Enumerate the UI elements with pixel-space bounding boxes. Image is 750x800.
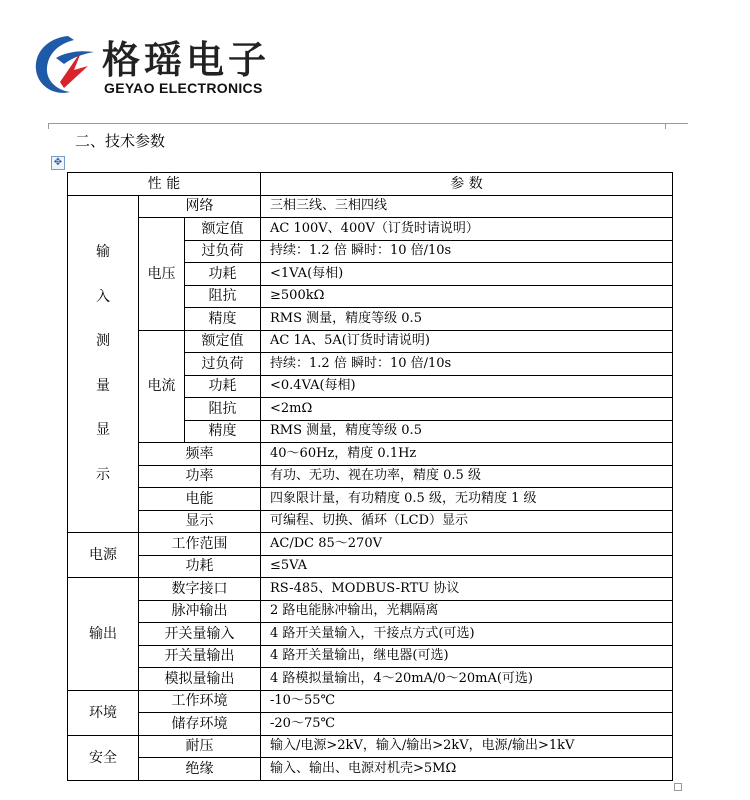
- header-performance: 性 能: [68, 173, 261, 196]
- margin-mark-right: [665, 123, 666, 129]
- table-row: [68, 465, 673, 488]
- row-value: <2mΩ: [261, 398, 673, 421]
- row-label: 功耗: [185, 263, 261, 286]
- table-row: [68, 600, 673, 623]
- row-value: AC 100V、400V（订货时请说明）: [261, 218, 673, 241]
- company-logo: [30, 30, 271, 100]
- row-label: 功耗: [185, 375, 261, 398]
- header-parameter: 参 数: [261, 173, 673, 196]
- table-row: [68, 690, 673, 713]
- row-label: 储存环境: [139, 713, 261, 736]
- row-label: 过负荷: [185, 353, 261, 376]
- table-row: [68, 713, 673, 736]
- margin-mark-left: [48, 123, 49, 129]
- group-environment: 环境: [68, 690, 139, 735]
- table-row: [68, 510, 673, 533]
- row-value: 4 路开关量输入，干接点方式(可选): [261, 623, 673, 646]
- row-value: ≥500kΩ: [261, 285, 673, 308]
- row-value: 持续：1.2 倍 瞬时：10 倍/10s: [261, 353, 673, 376]
- spec-table: [67, 172, 673, 781]
- row-label: 工作范围: [139, 533, 261, 556]
- table-row: [68, 330, 673, 353]
- row-value: 持续：1.2 倍 瞬时：10 倍/10s: [261, 240, 673, 263]
- row-value: RMS 测量，精度等级 0.5: [261, 308, 673, 331]
- group-safety: 安全: [68, 735, 139, 780]
- table-move-handle-icon[interactable]: ✥: [51, 156, 65, 170]
- row-value: 4 路模拟量输出，4～20mA/0～20mA(可选): [261, 668, 673, 691]
- row-label: 精度: [185, 308, 261, 331]
- row-value: 40～60Hz，精度 0.1Hz: [261, 443, 673, 466]
- table-row: [68, 623, 673, 646]
- table-row: [68, 195, 673, 218]
- group-output: 输出: [68, 578, 139, 691]
- company-name-en: GEYAO ELECTRONICS: [104, 80, 263, 96]
- row-value: 4 路开关量输出，继电器(可选): [261, 645, 673, 668]
- section-title: 二、技术参数: [75, 132, 166, 150]
- table-row: [68, 668, 673, 691]
- row-value: 有功、无功、视在功率，精度 0.5 级: [261, 465, 673, 488]
- row-label: 数字接口: [139, 578, 261, 601]
- row-value: <0.4VA(每相): [261, 375, 673, 398]
- subgroup-current: 电流: [139, 330, 185, 443]
- row-label: 过负荷: [185, 240, 261, 263]
- row-label: 模拟量输出: [139, 668, 261, 691]
- header-divider: [48, 123, 688, 124]
- row-value: 输入、输出、电源对机壳>5MΩ: [261, 758, 673, 781]
- row-label: 阻抗: [185, 398, 261, 421]
- table-row: [68, 488, 673, 511]
- table-resize-handle[interactable]: [674, 783, 682, 791]
- table-row: [68, 443, 673, 466]
- row-label: 耐压: [139, 735, 261, 758]
- row-value: -10～55℃: [261, 690, 673, 713]
- row-label: 显示: [139, 510, 261, 533]
- row-label: 开关量输出: [139, 645, 261, 668]
- row-label: 电能: [139, 488, 261, 511]
- row-label: 脉冲输出: [139, 600, 261, 623]
- group-power-supply: 电源: [68, 533, 139, 578]
- table-row: [68, 578, 673, 601]
- row-value: 输入/电源>2kV，输入/输出>2kV，电源/输出>1kV: [261, 735, 673, 758]
- row-label: 功耗: [139, 555, 261, 578]
- table-row: [68, 645, 673, 668]
- row-label: 阻抗: [185, 285, 261, 308]
- table-header-row: [68, 173, 673, 196]
- row-label: 开关量输入: [139, 623, 261, 646]
- row-value: <1VA(每相): [261, 263, 673, 286]
- row-label: 额定值: [185, 330, 261, 353]
- row-value: -20～75℃: [261, 713, 673, 736]
- row-label: 额定值: [185, 218, 261, 241]
- company-name-cn: 格瑶电子: [102, 38, 271, 82]
- row-value: AC/DC 85～270V: [261, 533, 673, 556]
- row-label: 精度: [185, 420, 261, 443]
- table-row: [68, 735, 673, 758]
- row-value: 2 路电能脉冲输出，光耦隔离: [261, 600, 673, 623]
- row-label: 频率: [139, 443, 261, 466]
- subgroup-voltage: 电压: [139, 218, 185, 331]
- table-row: [68, 555, 673, 578]
- row-label: 功率: [139, 465, 261, 488]
- row-value: RS-485、MODBUS-RTU 协议: [261, 578, 673, 601]
- row-label: 绝缘: [139, 758, 261, 781]
- row-label: 工作环境: [139, 690, 261, 713]
- row-value: AC 1A、5A(订货时请说明): [261, 330, 673, 353]
- row-value: RMS 测量，精度等级 0.5: [261, 420, 673, 443]
- geyao-logo-icon: [30, 30, 100, 100]
- row-value: 可编程、切换、循环（LCD）显示: [261, 510, 673, 533]
- row-value: 三相三线、三相四线: [261, 195, 673, 218]
- group-input-measure-display: 输 入 测 量 显 示: [68, 195, 139, 533]
- row-value: ≤5VA: [261, 555, 673, 578]
- row-value: 四象限计量，有功精度 0.5 级，无功精度 1 级: [261, 488, 673, 511]
- table-row: [68, 533, 673, 556]
- table-row: [68, 758, 673, 781]
- table-row: [68, 218, 673, 241]
- row-label: 网络: [139, 195, 261, 218]
